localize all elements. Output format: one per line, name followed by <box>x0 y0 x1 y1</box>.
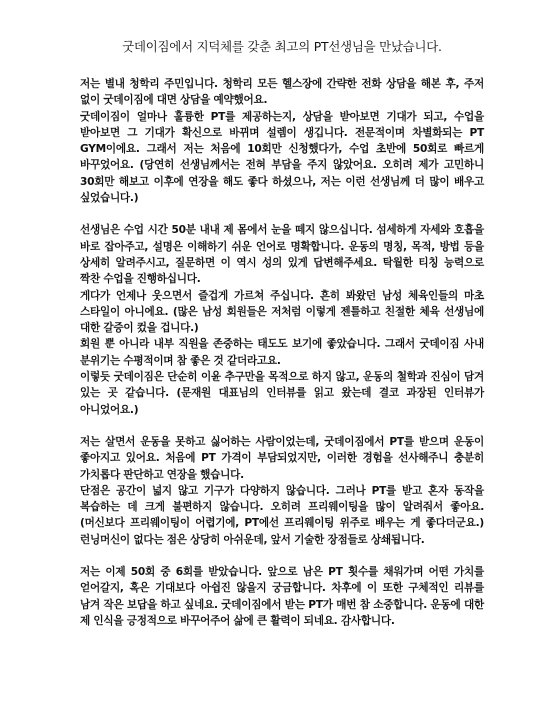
paragraph-teacher-style: 게다가 언제나 웃으면서 즐겁게 가르쳐 주십니다. 흔히 봐왔던 남성 체육인들의 마초 스타일이 아니에요. (많은 남성 회원들은 저처럼 이렇게 젠틀하고 친절한 체육 선생님에 대한 갈증이 컸을 겁니다.) <box>80 289 484 335</box>
paragraph-gap <box>80 548 484 564</box>
paragraph-teacher-focus: 선생님은 수업 시간 50분 내내 제 몸에서 눈을 떼지 않으십니다. 섬세하게 자세와 호흡을 바로 잡아주고, 설명은 이해하기 쉬운 언어로 명확합니다. 운동의 명칭, 목적, 방법 등을 상세히 알려주시고, 질문하면 이 역시 성의 있게 답변해주세요. 탁월한 티칭 능력으로 짝찬 수업을 진행하십니다. <box>80 224 484 286</box>
paragraph-philosophy: 이렇듯 굿데이짐은 단순히 이윤 추구만을 목적으로 하지 않고, 운동의 철학과 진심이 담겨 있는 곳 같습니다. (문재원 대표님의 인터뷰를 읽고 왔는데 결코 과장된 인터뷰가 아니었어요.) <box>80 371 484 416</box>
paragraph-gap <box>80 418 484 434</box>
paragraph-conclusion: 저는 이제 50회 중 6회를 받았습니다. 앞으로 남은 PT 횟수를 채워가며 어떤 가치를 얻어갈지, 혹은 기대보다 아쉽진 않을지 궁금합니다. 차후에 이 또한 구체적인 리뷰를 남겨 작은 보답을 하고 싶네요. 굿데이짐에서 받는 PT가 매번 참 소중합니다. 운동에 대한 제 인식을 긍정적으로 바꾸어주어 삶에 큰 활력이 되네요. 감사합니다. <box>80 566 484 627</box>
paragraph-gap <box>80 206 484 222</box>
paragraph-exercise-change: 저는 살면서 운동을 못하고 싫어하는 사람이었는데, 굿데이짐에서 PT를 받으며 운동이 좋아지고 있어요. 처음에 PT 가격이 부담되었지만, 이러한 경험을 선사해주니 충분히 가치롭다 판단하고 연장을 했습니다. <box>80 435 484 481</box>
paragraph-staff-respect: 회원 뿐 아니라 내부 직원을 존중하는 태도도 보기에 좋았습니다. 그래서 굿데이짐 사내 분위기는 수평적이며 참 좋은 것 같더라고요. <box>80 338 484 367</box>
paragraph-downsides: 단점은 공간이 넓지 않고 기구가 다양하지 않습니다. 그러나 PT를 받고 혼자 동작을 복습하는 데 크게 불편하지 않습니다. 오히려 프리웨이팅을 많이 알려줘서 좋아요. (머신보다 프리웨이팅이 어렵기에, PT에선 프리웨이팅 위주로 배우는 게 좋다더군요.) 런닝머신이 없다는 점은 상당히 아쉬운데, 앞서 기술한 장점들로 상쇄됩니다. <box>80 484 484 546</box>
paragraph-pt-quality: 굿데이짐이 얼마나 훌륭한 PT를 제공하는지, 상담을 받아보면 기대가 되고, 수업을 받아보면 그 기대가 확신으로 바뀌며 설렘이 생깁니다. 전문적이며 차별화되는 PT GYM이에요. 그래서 저는 처음에 10회만 신청했다가, 수업 초반에 50회로 빠르게 바꾸었어요. (당연히 선생님께서는 전혀 부담을 주지 않았어요. 오히려 제가 고민하니 30회만 해보고 이후에 연장을 해도 좋다 하셨으나, 저는 이런 선생님께 더 많이 배우고 싶었습니다.) <box>80 110 484 205</box>
paragraph-intro: 저는 별내 청학리 주민입니다. 청학리 모든 헬스장에 간략한 전화 상담을 해본 후, 주저 없이 굿데이짐에 대면 상담을 예약했어요. <box>80 78 484 107</box>
document-title: 굿데이짐에서 지덕체를 갖춘 최고의 PT선생님을 만났습니다. <box>122 39 442 54</box>
